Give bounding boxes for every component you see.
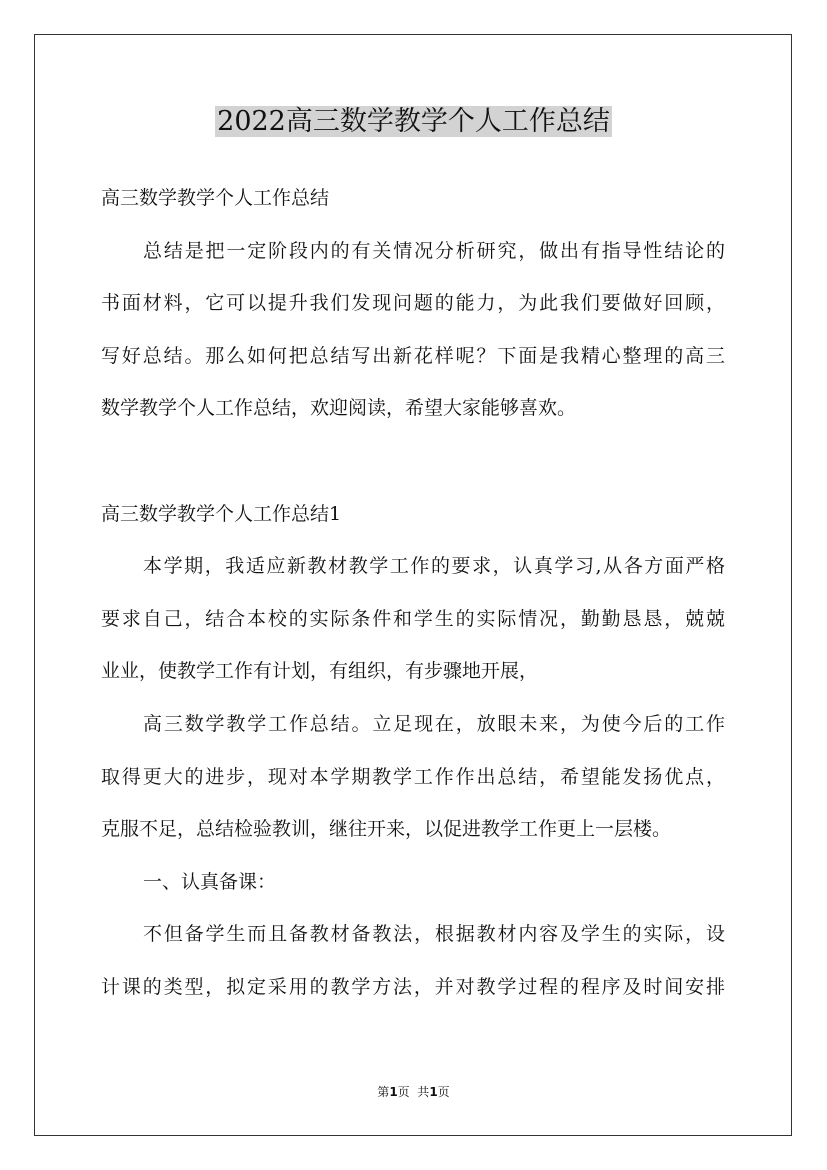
document-title-text: 2022高三数学教学个人工作总结 [217, 106, 610, 137]
paragraph-line: 高三数学教学工作总结。立足现在，放眼未来，为使今后的工作 [143, 712, 725, 735]
paragraph-line: 业业，使教学工作有计划，有组织，有步骤地开展， [101, 660, 539, 683]
page-current: 1 [389, 1085, 398, 1099]
page-footer [0, 1083, 827, 1100]
document-title [0, 100, 827, 144]
page-suffix: 页 [437, 1085, 450, 1099]
intro-line: 数学教学个人工作总结，欢迎阅读，希望大家能够喜欢。 [101, 397, 577, 420]
item-heading: 一、认真备课： [143, 870, 277, 893]
paragraph-line: 本学期，我适应新教材教学工作的要求，认真学习,从各方面严格 [143, 555, 725, 578]
intro-line: 总结是把一定阶段内的有关情况分析研究，做出有指导性结论的 [143, 239, 725, 262]
document-subtitle: 高三数学教学个人工作总结 [101, 187, 330, 209]
intro-line: 书面材料，它可以提升我们发现问题的能力，为此我们要做好回顾， [101, 292, 725, 315]
page-mid: 页 共 [397, 1085, 430, 1099]
section-heading: 高三数学教学个人工作总结1 [101, 502, 342, 525]
page-prefix: 第 [377, 1085, 390, 1099]
paragraph-line: 取得更大的进步，现对本学期教学工作作出总结，希望能发扬优点， [101, 765, 725, 788]
blank-line [101, 435, 725, 488]
paragraph-line: 计课的类型，拟定采用的教学方法，并对教学过程的程序及时间安排 [101, 975, 725, 998]
document-body [101, 172, 725, 1014]
paragraph-line: 要求自己，结合本校的实际条件和学生的实际情况，勤勤恳恳，兢兢 [101, 607, 725, 630]
paragraph-line: 克服不足，总结检验教训，继往开来，以促进教学工作更上一层楼。 [101, 818, 672, 841]
intro-line: 写好总结。那么如何把总结写出新花样呢？下面是我精心整理的高三 [101, 344, 725, 367]
paragraph-line: 不但备学生而且备教材备教法，根据教材内容及学生的实际，设 [143, 923, 725, 946]
page-total: 1 [429, 1085, 438, 1099]
